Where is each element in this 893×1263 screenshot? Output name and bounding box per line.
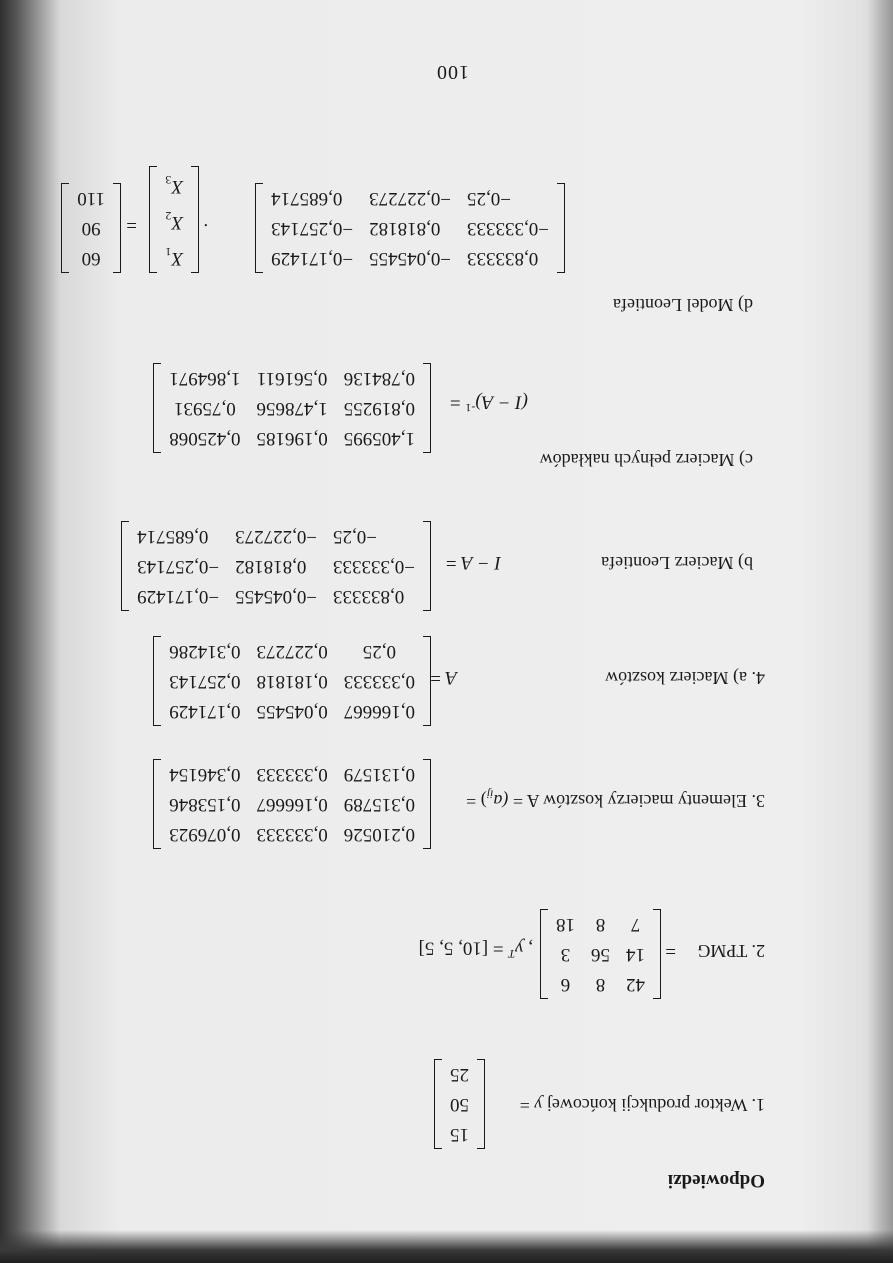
item4c-label: c) Macierz pełnych nakładów [539,450,753,470]
matrix-cell: −0,257143 [137,556,220,577]
matrix-cell: 0,346154 [169,764,241,785]
matrix-cell: 0,685714 [271,188,343,209]
matrix-cell: 0,166667 [343,701,415,722]
x-entry: $X_3$ [165,173,183,198]
matrix-cell: 0,833333 [467,248,539,269]
matrix-cell: 0,131579 [343,764,415,785]
x-entry: $X_1$ [165,245,183,269]
item4d-label: d) Model Leontiefa [613,295,753,315]
tpmg-cell: 56 [591,944,610,965]
matrix-cell: 0,196185 [256,428,328,449]
vector-y-entry: 50 [450,1094,469,1115]
matrix-cell: −0,333333 [467,218,549,239]
matrix-cell: 0,076923 [169,824,241,845]
matrix-cell: −0,257143 [271,218,354,239]
rhs-entry: 110 [77,188,105,209]
matrix-cell: 0,818182 [235,556,307,577]
page-content: Odpowiedzi 1. Wektor produkcji końcowej y = 15 50 25 2. TPMG = 42 8 6 14 56 3 7 8 18 , $y^T = [10$, 5, 5] 3. Elementy macierzy kosztów $A = (a_{ij})$ = 0,210526 0,333333 0,076923 0,315789 0,166667 0,153846 0,131579 0,333333 0,346154 4. a) Macierz kosztów A = 0,166667 0,045455 0,171429 0,333333 0,181818 0,257143 0,25 0,227273 0,314286 b) Macierz Leontiefa I − A = 0,833333 −0,045455 −0,171429 −0,333333 0,818182 −0,257143 −0,25 −0,227273 0,685714 c) Macierz pełnych nakładów $(I - A)^{-1}$ = 1,405995 0,196185 0,425068 0,819255 1,478656 0,75931 0,784136 0,561611 1,864971 d) Model Leontiefa 0,833333 −0,045455 −0,171429 −0,333333 0,818182 −0,257143 −0,25 −0,227273 0,685714 · $X_1$ $X_2$ $X_3$ = 60 90 110 100 [0,0,893,1263]
matrix-cell: −0,25 [333,526,377,547]
matrix-cell: 0,171429 [169,701,241,722]
matrix-cell: 0,784136 [343,368,415,389]
vector-y-entry: 15 [450,1124,469,1145]
matrix-cell: 0,818182 [369,218,441,239]
matrix-cell: 0,685714 [137,526,209,547]
rhs-vector [61,183,121,273]
matrix-cell: −0,227273 [235,526,318,547]
matrix-cell: 0,833333 [333,586,405,607]
matrix-cell: −0,333333 [333,556,415,577]
full-input-matrix [153,363,431,453]
item3-label: 3. Elementy macierzy kosztów $A = (a_{ij})$ = [466,787,765,811]
matrix-cell: −0,171429 [137,586,220,607]
item4c-symbol: $(I - A)^{-1}$ = [449,391,528,415]
matrix-cell: −0,171429 [271,248,354,269]
item1-symbol: y [534,1095,543,1115]
item4a-label: 4. a) Macierz kosztów [605,668,765,688]
matrix-cell: 1,864971 [169,368,241,389]
item4b-label: b) Macierz Leontiefa [601,553,753,573]
matrix-aij [153,759,431,849]
binding-shadow [868,0,893,1263]
matrix-cell: 0,315789 [343,794,415,815]
scan-edge-shadow [0,1230,893,1263]
cost-matrix [153,636,431,726]
x-entry: $X_2$ [165,209,183,234]
matrix-cell: 0,333333 [256,824,328,845]
tpmg-matrix [540,909,661,999]
matrix-cell: 0,425068 [169,428,241,449]
tpmg-cell: 18 [556,914,575,935]
x-vector [149,166,199,273]
tpmg-cell: 6 [560,974,571,995]
matrix-cell: 0,333333 [256,764,328,785]
tpmg-cell: 14 [626,944,645,965]
heading: Odpowiedzi [667,1170,765,1191]
matrix-cell: 0,166667 [256,794,328,815]
matrix-cell: 0,153846 [169,794,241,815]
item4a-symbol: A = [430,667,457,688]
tpmg-cell: 8 [595,914,606,935]
tpmg-cell: 8 [595,974,606,995]
tpmg-cell: 3 [560,944,571,965]
matrix-cell: 0,181818 [256,671,328,692]
leontief-matrix [121,521,431,611]
matrix-cell: 0,257143 [169,671,241,692]
model-matrix [255,183,565,273]
matrix-cell: −0,227273 [369,188,452,209]
rhs-entry: 90 [81,218,101,239]
item2-label: 2. TPMG [697,941,765,961]
tpmg-cell: 7 [630,914,641,935]
matrix-cell: 0,75931 [174,398,236,419]
yT-expression: , $y^T = [10$, 5, 5] [418,937,533,961]
rhs-entry: 60 [81,248,101,269]
item4b-symbol: I − A = [445,552,501,573]
matrix-cell: 0,25 [362,641,396,662]
matrix-cell: 0,561611 [256,368,328,389]
matrix-cell: 1,478656 [256,398,328,419]
matrix-cell: −0,25 [467,188,511,209]
matrix-cell: 0,333333 [343,671,415,692]
matrix-cell: −0,045455 [369,248,452,269]
matrix-cell: 0,227273 [256,641,328,662]
matrix-cell: 0,819255 [343,398,415,419]
matrix-cell: 0,045455 [256,701,328,722]
page-number: 100 [436,61,469,83]
tpmg-cell: 42 [626,974,645,995]
matrix-cell: 0,210526 [343,824,415,845]
vector-y-entry: 25 [450,1064,469,1085]
vector-y [434,1059,485,1149]
item1-label: 1. Wektor produkcji końcowej y = [519,1095,765,1115]
matrix-cell: 1,405995 [343,428,415,449]
matrix-cell: −0,045455 [235,586,318,607]
matrix-cell: 0,314286 [169,641,241,662]
